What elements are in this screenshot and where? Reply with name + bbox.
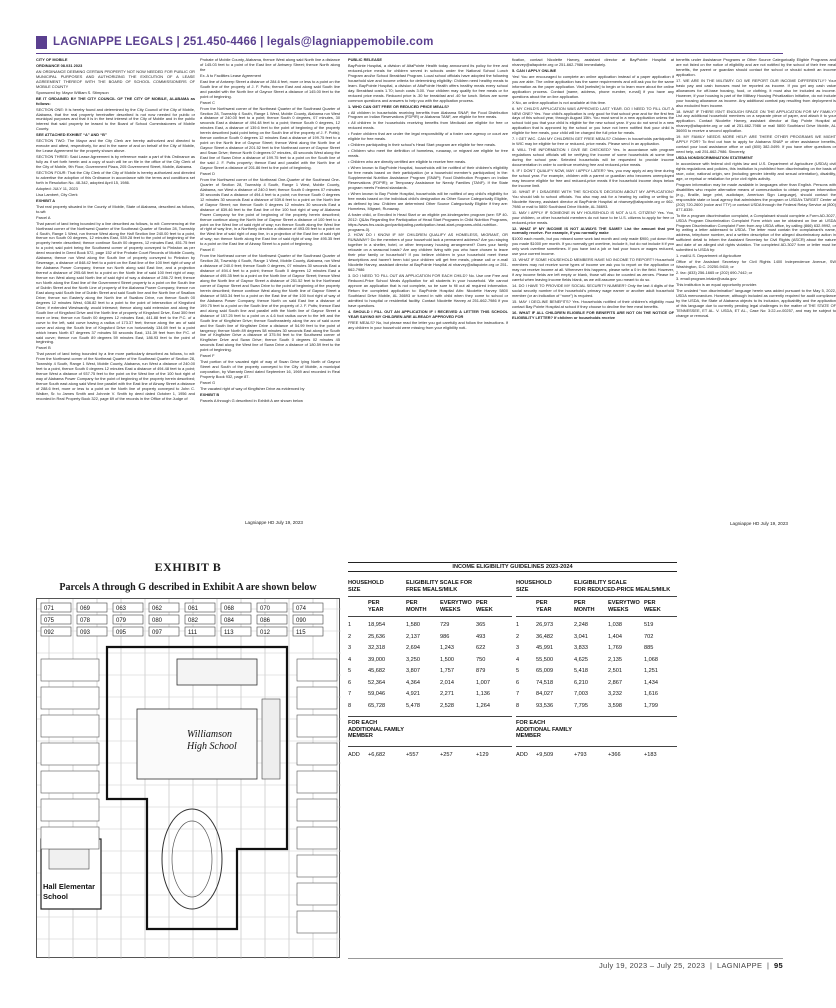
table-cell: 1 [516, 622, 520, 628]
table-cell: 3,807 [406, 668, 420, 674]
paragraph: Parcel E [200, 247, 215, 253]
table-cell: 2,248 [574, 622, 588, 628]
paragraph: • Foster children that are under the legal responsibility of a foster care agency or court are eligible for free meals. [348, 131, 508, 142]
paragraph: 13. WHAT IF SOME HOUSEHOLD MEMBERS HAVE NO INCOME TO REPORT? Household members may not receive some types of income we ask you to report on the application or may not receive income at all. Whenever this happens, please write a 0 in the field. However, if any income fields are left empty or blank, those will also be counted as zeroes. Please be careful when leaving income fields blank, as we will assume you meant to do so. [512, 257, 674, 283]
additional-member-cell: +183 [644, 752, 657, 758]
paragraph: 2. fax: (833) 256-1665 or (202) 690-7442; or [676, 270, 753, 276]
table-cell: 2 [516, 633, 520, 640]
paragraph: BayPointe Hospital, a division of AltaPointe Health today announced its policy for free and reduced-price meals for children served in schools under the National School Lunch Program and/or School Breakfast Program. Local school officials have adopted the following household size and income criteria for determining eligibility: Children need healthy meals to learn. BayPointe Hospital, a division of AltaPointe Health offers healthy meals every school day. Breakfast costs 1.70; lunch costs 3.00. Your children may qualify for free meals or for reduced price meals. Reduced price is .30 for breakfast and .40 for lunch. Below are some common questions and answers to help you with the application process. [348, 62, 508, 103]
table-cell: 750 [476, 656, 486, 663]
field-area [262, 699, 280, 779]
lot-number: 086 [260, 618, 271, 624]
lot-parcel [41, 799, 99, 821]
table-cell: 1,243 [440, 645, 454, 651]
paragraph: 3. DO I NEED TO FILL OUT AN APPLICATION FOR EACH CHILD? No. Use one Free and Reduced-Price School Meals Application for all students in your household. We cannot approve an application that is not complete, so be sure to fill out all required information. Return the completed application to: BayPointe Hospital Attn: Nicolette Harvey 5800 Southland Drive Mobile, AL 36693 or turned in with child when they come to school or admitted to hospital or residential facility. Contact Nicolette Harvey at 251-662-7986 if you have questions. [348, 273, 508, 308]
table-cell: 1,007 [476, 679, 490, 686]
issue-dates: July 19, 2023 – July 25, 2023 [598, 961, 706, 970]
paragraph: SEE ATTACHED EXHIBIT “A” AND “B” [36, 132, 107, 138]
paragraph: In accordance with federal civil rights law and U.S. Department of Agriculture (USDA) civil rights regulations and policies, this institution is prohibited from discriminating on the basis of race, color, national origin, sex (including gender identity and sexual orientation), disability, age, or reprisal or retaliation for prior civil rights activity. [676, 161, 836, 181]
table-cell: 1,038 [608, 622, 622, 628]
lot-number: 113 [224, 630, 234, 636]
table-cell: 3,041 [574, 633, 588, 640]
additional-member-cell: +257 [440, 752, 453, 758]
section-header: LAGNIAPPE LEGALS | 251.450-4466 | legals@lagniappemobile.com [53, 36, 434, 48]
table-cell: 702 [644, 633, 654, 640]
school-label: High School [187, 741, 237, 752]
building-footprint [177, 659, 257, 685]
household-size-header: HOUSEHOLD SIZE [516, 580, 552, 593]
paragraph: 8. WILL THE INFORMATION I GIVE BE CHECKED? Yes. In accordance with program regulations school officials will be verifying the income of some households at some time during the school year. Selected households will be requested to provide income documentation in order to continue receiving free and reduced-price meals. [512, 147, 674, 168]
track-oval [172, 821, 212, 897]
lot-number: 071 [44, 606, 55, 612]
table-cell: 493 [476, 633, 486, 640]
table-cell: 8 [516, 702, 520, 709]
table-cell: 3 [516, 645, 520, 651]
paragraph: 4. SHOULD I FILL OUT AN APPLICATION IF I RECEIVED A LETTER THIS SCHOOL YEAR SAYING MY CHILDREN ARE ALREADY APPROVED FOR [348, 308, 508, 319]
table-cell: 2 [348, 633, 352, 640]
paragraph: • When known to Bay Pointe Hospital, households will be notified of any child’s eligibility for free meals based on the individual child’s designation as Other Source Categorically Eligible, as defined by law. Children are determined Other Source Categorically Eligible if they are: Homeless, Migrant, Runaway. [348, 190, 508, 211]
paragraph: This institution is an equal opportunity provider. [676, 281, 758, 287]
parcel-map-drawing [37, 599, 341, 959]
additional-member-cell: +9,509 [536, 752, 554, 758]
table-cell: 3,250 [406, 656, 420, 663]
additional-member-cell: +793 [574, 752, 587, 758]
paragraph: Sponsored by: Mayor William S. Stimpson [36, 89, 109, 95]
lot-number: 111 [188, 630, 198, 636]
table-cell: 519 [644, 622, 654, 628]
column-header: PER MONTH [406, 600, 427, 613]
table-cell: 879 [476, 668, 486, 674]
additional-member-label: FOR EACH ADDITIONAL FAMILY MEMBER [348, 720, 404, 740]
income-table-title: INCOME ELIGIBILITY GUIDELINES 2023-2024 [348, 562, 677, 572]
free-meals-table [348, 574, 512, 934]
paragraph: Parcel G [200, 380, 216, 386]
lot-parcel [297, 799, 337, 821]
table-cell: 55,500 [536, 656, 554, 663]
ordinance-column-2 [200, 58, 340, 520]
paragraph: • All children in households receiving benefits from Alabama SNAP, the Food Distribution Program on Indian Reservations (FDPIR) or Alabama TANF, are eligible for free meals. [348, 109, 508, 120]
lot-number: 070 [260, 606, 271, 612]
paragraph: 12. WHAT IF MY INCOME IS NOT ALWAYS THE SAME? List the amount that you normally receive. For example, if you normally make [512, 225, 674, 236]
table-cell: 2,528 [440, 702, 454, 709]
lot-parcel [297, 911, 337, 933]
table-cell: 5 [516, 668, 520, 674]
column-header: PER WEEK [644, 600, 661, 613]
table-rule [516, 716, 677, 717]
table-cell: 74,518 [536, 679, 554, 686]
paragraph: 19. MY FAMILY NEEDS MORE HELP. ARE THERE OTHER PROGRAMS WE MIGHT APPLY FOR? To find out how to apply for Alabama SNAP or other assistance benefits, contact your local assistance office or call (800) 382-0499. If you have other questions or need help, call 251-662-7986. Sincerely, [676, 134, 836, 155]
paragraph: A foster child, or Enrolled in Head Start or an eligible pre-kindergarten program (see: SP 40-2012: Q&As Regarding the Participation of Head Start Programs in Child Nutrition Programs, https://www.fns.usda.gov/participating-participation-head-start-programs-child-nutrition-programs-0). [348, 211, 508, 232]
paragraph: USDA NONDISCRIMINATION STATEMENT [676, 155, 754, 161]
table-cell: 4 [516, 656, 520, 663]
table-cell: 39,000 [368, 656, 386, 663]
reduced-price-table [516, 574, 677, 934]
table-cell: 3,833 [574, 645, 588, 651]
lot-number: 063 [116, 606, 127, 612]
table-cell: 45,991 [536, 645, 554, 651]
paragraph: • All children in the households receiving benefits from Medicaid are eligible for free or reduced meals. [348, 120, 508, 131]
header-divider [36, 53, 783, 54]
paragraph: To file a program discrimination complaint, a Complainant should complete a Form AD-3027, USDA Program Discrimination Complaint Form which can be obtained on line at: USDA Program Discrimination Complaint Form from any USDA office, by calling (866) 632-9992, or by writing a letter addressed to USDA. The letter must contain the complainant’s name, address, telephone number, and a written description of the alleged discriminatory action in sufficient detail to inform the Assistant Secretary for Civil Rights (ASCR) about the nature and date of an alleged civil rights violation. The completed AD-3027 form or letter must be submitted to USDA by: [676, 212, 836, 253]
paragraph: Lisa Lambert, City Clerk [36, 191, 78, 197]
lot-number: 075 [44, 618, 55, 624]
table-cell: 26,973 [536, 622, 554, 628]
table-cell: 3,232 [608, 691, 622, 697]
table-cell: 1,769 [608, 645, 622, 651]
brand-name: LAGNIAPPE [717, 961, 763, 970]
paragraph: 5. CAN I APPLY ONLINE [512, 67, 557, 73]
paragraph: Ex. A to Facilities Lease Agreement [200, 72, 261, 78]
table-cell: 65,728 [368, 702, 386, 709]
table-cell: 8 [348, 702, 352, 709]
table-rule [348, 596, 512, 597]
additional-member-label: FOR EACH ADDITIONAL FAMILY MEMBER [516, 720, 572, 740]
paragraph: 2. HOW DO I KNOW IF MY CHILDREN QUALIFY AS HOMELESS, MIGRANT, OR RUNAWAY? Do the members of your household lack a permanent address? Are you staying together in a shelter, hotel, or other temporary housing arrangement? Does your family relocate on a seasonal basis? Are any children living with you who have chosen to leave their prior family or household? If you believe children in your household meet these descriptions and haven’t been told your children will get free meals, please call or e-mail Nicolette Harvey, assistant director at BayPointe Hospital at nharvey@altapointe.org or 251-662-7986 [348, 232, 508, 273]
paragraph: • Children who are directly certified are eligible to receive free meals. [348, 159, 467, 165]
additional-member-cell: +129 [476, 752, 489, 758]
table-cell: 729 [440, 622, 450, 628]
elementary-label: School [43, 892, 69, 901]
table-cell: 1,580 [406, 622, 420, 628]
page-footer: July 19, 2023 – July 25, 2023 | LAGNIAPPE | 95 [598, 961, 783, 970]
lot-number: 084 [224, 618, 235, 624]
elementary-label: Hall Elementar [43, 882, 96, 891]
section-mark-icon [36, 36, 47, 49]
paragraph: EXHIBIT A [36, 197, 56, 203]
table-cell: 1,404 [608, 633, 622, 640]
lot-parcel [41, 827, 99, 849]
footer-divider [348, 958, 783, 959]
exhibit-subtitle: Parcels A through G described in Exhibit A are shown below [59, 582, 317, 593]
table-cell: 59,046 [368, 691, 386, 697]
paragraph: ORDINANCE 08.031 2023 [36, 62, 83, 68]
public-release-column-1 [348, 58, 508, 563]
paragraph: That real property situated in the County of Mobile, State of Alabama, described as follows, to-wit: [36, 203, 195, 214]
page-number: 95 [774, 961, 783, 970]
publication-stamp-left: Lagniappe HD July 19, 2023 [245, 520, 303, 525]
table-cell: 1 [348, 622, 352, 628]
table-cell: 1,434 [644, 679, 658, 686]
lot-number: 093 [80, 630, 91, 636]
paragraph: 11. MAY I APPLY IF SOMEONE IN MY HOUSEHOLD IS NOT A U.S. CITIZEN? Yes. You, your children, or other household members do not have to be U.S. citizens to apply for free or reduced-price meals. [512, 209, 674, 225]
table-cell: 6 [348, 679, 352, 686]
lot-number: 090 [296, 618, 307, 624]
paragraph: BE IT ORDAINED BY THE CITY COUNCIL OF THE CITY OF MOBILE, ALABAMA as follows: [36, 95, 195, 106]
table-cell: 4,364 [406, 679, 420, 686]
lot-parcel [297, 883, 337, 905]
paragraph: Parcels A through G described in Exhibit A are shown below [200, 397, 303, 403]
lot-number: 080 [152, 618, 163, 624]
public-release-column-2 [512, 58, 674, 563]
table-cell: 5,478 [406, 702, 420, 709]
paragraph: Parcel B [36, 345, 51, 351]
table-cell: 4,625 [574, 656, 588, 663]
paragraph: CITY OF MOBILE [36, 57, 68, 62]
paragraph: 9. IF I DON’T QUALIFY NOW, MAY I APPLY LATER? Yes, you may apply at any time during the school year. For example, children with a parent or guardian who becomes unemployed may become eligible for free and reduced-price meals if the household income drops below the income limit. [512, 168, 674, 188]
column-header: PER YEAR [368, 600, 384, 613]
paragraph: 15. MAY I DECLINE BENEFITS? Yes. Households notified of their children’s eligibility must contact Bay Pointe Hospital at school if they choose to decline the free meal benefits. [512, 298, 674, 309]
table-cell: 1,757 [440, 668, 454, 674]
paragraph: Parcel A [36, 214, 51, 220]
paragraph: SECTION ONE: It is hereby found and determined by the City Council of the City of Mobile, Alabama, that the real property hereinafter described is not now needed for public or municipal purposes and that it is in the best interest of the City of Mobile and in the public interest that said property be leased to the Board of School Commissioners of Mobile County. [36, 106, 195, 132]
paragraph: 16. WHAT IF ALL CHILDREN ELIGIBLE FOR BENEFITS ARE NOT ON THE NOTICE OF ELIGIBILITY LETTER? If children or households receive [512, 309, 674, 320]
paragraph: From the Northeast corner of the Northwest Quarter of the Southeast Quarter of Section 28, Township 4 South, Range 1 West, Mobile County, Alabama, run West a distance of 240.0 feet; thence South 0 degrees, 07 minutes 30 seconds East a distance of 494.4 feet to a point; thence South 0 degrees 12 minutes East a distance of 495.35 feet to a point on the North line of Gaynor Street; thence West along the North line of Gaynor Street a distance of 251.52 feet to the Northeast corner of Gaynor Street and Swan Drive to the point of beginning of the property herein described; thence continue West along the North line of Gaynor Street a distance of 583.34 feet to a point on the East line of the 100 foot right of way of the Alabama Power Company; thence North on said East line a distance of 199.75 feet to a point on the South line of the property of J. F. Potts; thence East and along said South line and parallel with the North line of Gaynor Street a distance of 157.25 feet to a point on a 4-6 foot radius curve to the left and the South line of Kingfisher Drive; thence Southeasterly along the arc of said curve and the South line of Kingfisher Drive a distance of 54.99 feet to the point of tangency; thence North 89 degrees 58 minutes 30 seconds East along the South line of Kingfisher Drive a distance of 375.94 feet to the Southwest corner of Kingfisher Drive and Swan Drive; thence South 0 degrees 02 minutes 45 seconds East along the West line of Swan Drive a distance of 180.59 feet to the point of beginning. [200, 253, 340, 353]
lot-number: 092 [44, 630, 55, 636]
paragraph: AN ORDINANCE DEEMING CERTAIN PROPERTY NOT NOW NEEDED FOR PUBLIC OR MUNICIPAL PURPOSES AND AUTHORIZING THE EXECUTION OF A LEASE AGREEMENT THEREOF WITH THE BOARD OF SCHOOL COMMISSIONERS OF MOBILE COUNTY [36, 68, 195, 89]
table-cell: 2,694 [406, 645, 420, 651]
lot-number: 074 [296, 606, 307, 612]
lot-parcel [297, 715, 337, 737]
paragraph: X No, an online application is not available at this time. [512, 99, 607, 105]
table-cell: 3 [348, 645, 352, 651]
paragraph: SECTION TWO: The Mayor and the City Clerk are hereby authorized and directed to execute and attest, respectively, for and in the name of and on behalf of the City of Mobile, the Lease Agreement for the property shown above. [36, 138, 195, 154]
table-cell: 986 [440, 633, 450, 640]
table-cell: 84,027 [536, 691, 554, 697]
additional-member-cell: ADD [516, 752, 528, 758]
table-cell: 32,318 [368, 645, 386, 651]
table-cell: 36,482 [536, 633, 554, 640]
lot-parcel [297, 827, 337, 849]
masthead [36, 34, 434, 50]
lot-parcel [41, 715, 99, 737]
table-cell: 4 [348, 656, 352, 663]
scale-header: ELIGIBILITY SCALE FOR FREE MEALS/MILK [406, 580, 473, 593]
additional-member-cell: +6,682 [368, 752, 386, 758]
lot-number: 097 [152, 630, 163, 636]
table-cell: 25,636 [368, 633, 386, 640]
paragraph: Adopted: JULY 11, 2023 [36, 185, 78, 191]
lot-parcel [41, 771, 99, 793]
lot-parcel [41, 743, 99, 765]
paragraph: $1000 each month, but you missed some work last month and only made $900, put down that you made $1000 per month. If you normally get overtime, include it, but do not include it if you only work overtime sometimes. If you have lost a job or had your hours or wages reduced, use your current income. [512, 236, 674, 257]
table-cell: 52,364 [368, 679, 386, 686]
lot-parcel [297, 771, 337, 793]
lot-parcel [41, 659, 99, 681]
paragraph: 18. WHAT IF THERE ISN’T ENOUGH SPACE ON THE APPLICATION FOR MY FAMILY? List any additional household members on a separate piece of paper, and attach it to your application. Contact Nicolette Harvey, assistant director at Bay Pointe Hospital at nharvey@altapointe.org or call at 251-662-7986 or mail 5800 Southland Drive Mobile, AL 36693 to receive a second application. [676, 108, 836, 134]
lot-parcel [297, 743, 337, 765]
paragraph: From the Northwest corner of the Northeast Quarter of the Southeast Quarter of Section 28, Township 4 South, Range 1 West, Mobile County, Alabama run West a distance of 240.00 feet to a point; thence South 0 degrees, 07 minutes, 30 seconds East a distance of 494.48 feet to a point; thence South 0 degrees, 12 minutes East, a distance of 139.6 feet to the point of beginning of the property herein described (said point being on the South line of the property of J. F. Potts); thence continue South 0 degrees 12 minutes East a distance of 199.75 feet to a point on the North line of Gaynor Street; thence West along the North line of Gaynor Street a distance of 201.52 feet to the Northeast corner of Gaynor Street and Swan Drive; thence North 0 degrees 07 minutes, 45 seconds West along the East line of Swan Drive a distance of 199.75 feet to a point on the South line of the said J. F. Potts property; thence East and parallel with the North line of Gaynor Street a distance of 201.86 feet to the point of beginning. [200, 105, 340, 171]
building-footprint [49, 849, 89, 869]
table-rule [348, 616, 512, 617]
paragraph: FREE MEALS? No, but please read the letter you got carefully and follow the instructions. If any children in your household were missing from your eligibility noti- [348, 319, 508, 330]
column-header: PER MONTH [574, 600, 595, 613]
paragraph: That parcel of land being bounded by a line more particularly described as follows, to wit: From the Northwest corner of the Northeast Quarter of the Southeast Quarter of Section 28, Township 4 South, Range 1 West, Mobile County, Alabama, run West a distance of 240.00 feet to a point, thence South 0 degrees 12 minutes East a distance of 494.48 feet to a point; thence West a distance of 937.75 feet to the point on the West line of the 100 foot right of way of Alabama Power Company for the point of beginning of the property herein described; thence South east along said West line parallel with the East line of Airway Street a distance of 288.6 feet, more or less to a point on the North line of property conveyed to John C. Walker, Sr. to James Smith and Johnnie V. Smith by deed dated October 1, 1956 and recorded in Real Property Book 322, page 69 of the records in the Office of the Judge of [36, 351, 195, 401]
table-cell: 365 [476, 622, 486, 628]
track-oval [162, 809, 222, 909]
lot-number: 069 [80, 606, 91, 612]
parcel-map [36, 598, 340, 958]
table-cell: 65,009 [536, 668, 554, 674]
lot-parcel [297, 659, 337, 681]
paragraph: Parcel C [200, 99, 215, 105]
table-cell: 5 [348, 668, 352, 674]
table-cell: 45,682 [368, 668, 386, 674]
scale-header: ELIGIBILITY SCALE FOR REDUCED-PRICE MEALS/MILK [574, 580, 671, 593]
table-cell: 885 [644, 645, 654, 651]
table-cell: 18,954 [368, 622, 386, 628]
table-cell: 2,137 [406, 633, 420, 640]
paragraph: benefits under Assistance Programs or Other Source Categorically Eligible Programs and are not listed on the notice of eligibility and are not notified by the school of their free meal benefits, the parent or guardian should contact the school or should submit an income application. [676, 57, 836, 77]
column-header: EVERYTWO WEEKS [440, 600, 472, 613]
column-header: EVERYTWO WEEKS [608, 600, 640, 613]
table-cell: 6,210 [574, 679, 588, 686]
table-cell: 622 [476, 645, 486, 651]
lot-number: 062 [152, 606, 163, 612]
table-cell: 7,795 [574, 702, 588, 709]
paragraph: 7. I GET WIC. CAN MY CHILDREN GET FREE MEALS? Children in households participating in WIC may be eligible for free or reduced- price meals. Please send in an application. [512, 136, 674, 147]
lot-number: 078 [80, 618, 91, 624]
paragraph: Program information may be made available in languages other than English. Persons with disabilities who require alternative means of communication to obtain program information (e.g., Braille, large print, audiotape, American Sign Language), should contact the responsible state or local agency that administers the program or USDA’s TARGET Center at (202) 720-2600 (voice and TTY) or contact USDA through the Federal Relay Service at (800) 877-8339. [676, 181, 836, 212]
paragraph: The vacated right of way of Kingfisher Drive as evidenced by [200, 386, 305, 391]
lot-number: 095 [116, 630, 127, 636]
paragraph: EXHIBIT B [200, 391, 220, 397]
table-cell: 7 [516, 691, 520, 697]
table-cell: 3,598 [608, 702, 622, 709]
table-cell: 2,271 [440, 691, 454, 697]
table-cell: 2,867 [608, 679, 622, 686]
paragraph: • Children who meet the definition of homeless, runaway, or migrant are eligible for free meals. [348, 148, 508, 159]
paragraph: From the Northwest corner of the Northeast One-Quarter of the Southeast One-Quarter of Section 28, Township 4 South, Range 1 West, Mobile County, Alabama, run West a distance of 240.0 feet; thence South 0 degrees 07 minutes 30 seconds East a distance of 494.4 feet to a point; run thence South 0 degrees 12 minutes 30 seconds East a distance of 539.6 feet to a point on the North line of Gaynor Street; run thence South 0 degrees 12 minutes 30 seconds East a distance of 839.46 feet to the East line of the 100 foot right of way of Alabama Power Company for the point of beginning of the property herein described; thence continue along the North line of Gaynor Street a distance of 100 feet to a point on the West line of said right of way; run thence South along the West line of right of way line, in a Northerly direction a distance of 493.05 feet to a point on the West line of said right of way line, in a projection of the East line of said right of way; run thence North along the East line of said right of way line 495.35 feet to a point on the East line of Airway Street to a point of beginning. [200, 176, 340, 247]
table-cell: 1,251 [644, 668, 658, 674]
additional-member-cell: +557 [406, 752, 419, 758]
table-cell: 1,500 [440, 656, 454, 663]
column-header: PER WEEK [476, 600, 493, 613]
table-cell: 2,501 [608, 668, 622, 674]
table-rule [348, 746, 512, 747]
paragraph: 3. email:program.intake@usda.gov [676, 276, 737, 282]
table-cell: 1,799 [644, 702, 658, 709]
paragraph: Probate of Mobile County, Alabama, thence West along said North line a distance of 145.03 feet to a point of the East line of Antwerp Street; thence North along the [200, 57, 340, 72]
paragraph: Office of the Assistant Secretary for Civil Rights 1400 Independence Avenue, SW Washington, D.C. 20250-9410; or [676, 259, 836, 270]
paragraph: • Children participating in their school’s Head Start program are eligible for free meals. [348, 142, 496, 148]
table-cell: 7,003 [574, 691, 588, 697]
paragraph: That parcel of land being bounded by a line described as follows, to wit: Commencing at the Northeast corner of the Northwest Quarter of the Southeast Quarter of Section 28, Township 4 South, Range 1 West, run thence West along the Half Section line 240.00 feet to a point, thence run South 00 degrees, 12 minutes East, 539.28 feet to the point of beginning of the property herein described; thence continue South 00 degrees, 12 minutes East, 451.75 feet to a point; said point being the Southwest corner of property conveyed to Pinkston as per deed recorded in Deed Book 572, page 152 of the Probate Court Records of Mobile County, Alabama; thence run West along the South line of property conveyed to Pinkston by Sewerage, a distance of 848.42 feet to a point on the East line of the 100 feet right of way of the Alabama Power Company; thence run North along said East line, and a projection thereof a distance of 295.68 feet to a point on the North line of said 100 feet right of way; thence run West along said North line of said right of way a distance of 286.72 feet; thence run North along the East line of the Government Street property to a point on the South line of Dublin Street and the North Line of property of the Alabama Power Company; thence run East along said South line of Dublin Street and said South line and the North line of Swallow Drive; thence run Easterly along the North line of Swallow Drive, run thence South 00 degrees 12 minutes West, 636.82 feet to a point to the point of intersection of Kingsford Drive; if extended Westwardly, would intersect; thence along said extension and along the South line of Kingsford Drive and the North line of property of Kingsford Drive, East 300 feet more or less; thence run South 00 degrees 12 minutes East, 441.88 feet to the P.C. of a curve to the left, said curve having a radius of 173.37 feet; thence along the arc of said curve and along the South line of Kingsford Drive run horizontally 134.69 feet to a point which bears North 67 degrees 37 minutes 50 seconds East, 131.39 feet from the P.C. of said curve; thence run South 89 degrees 59 minutes East, 186.93 feet to the point of beginning. [36, 220, 195, 345]
paragraph: 10. WHAT IF I DISAGREE WITH THE SCHOOL’S DECISION ABOUT MY APPLICATION? You should talk to school officials. You also may ask for a hearing by calling or writing to: Nicolette Harvey, assistant director at BayPointe Hospital at nharvey@altapointe.org or 662-7986 or mail to 5800 Southland Drive Mobile, AL 36693. [512, 188, 674, 209]
school-parcel-boundary [107, 647, 287, 929]
paragraph: The undated “non discrimination” language herein was added pursuant to the May 5, 2022, USDA memorandum. However, although included as currently required for audit compliance by the USDA, the State of Alabama objects to its inclusion, applicability and the application of this language due to currently pending legal challenges in the matter of THE STATE OF TENNESSEE, ET AL. V. USDA, ET AL., Case No: 3:22-cv-00257, and may be subject to change or removal. [676, 287, 836, 318]
table-cell: 1,264 [476, 702, 490, 709]
lot-number: 061 [188, 606, 199, 612]
lot-number: 079 [116, 618, 127, 624]
paragraph: • When known to BayPointe Hospital, households will be notified of their children’s eligibility for free meals based on their participation (or a household member’s participation) in the: Supplemental Nutrition Assistance Program (SNAP); Food Distribution Program on Indian Reservations (FDPIR); or Temporary Assistance for Needy Families (TANF). If the State program meets Federal standards. [348, 165, 508, 190]
public-release-column-3 [676, 58, 836, 563]
paragraph: SECTION FOUR: That the City Clerk of the City of Mobile is hereby authorized and directed to advertise the adoption of this Ordinance in accordance with the terms and conditions set forth in Resolution No. 48-342, adopted April 15, 1986. [36, 170, 195, 185]
table-rule [516, 616, 677, 617]
lot-number: 082 [188, 618, 199, 624]
table-cell: 93,536 [536, 702, 554, 709]
lot-number: 012 [260, 630, 271, 636]
table-cell: 2,014 [440, 679, 454, 686]
publication-stamp-right: Lagniappe HD July 19, 2023 [730, 521, 788, 526]
paragraph: Yes! You are encouraged to complete an online application instead of a paper application if you are able. The online application has the same requirements and will ask you for the same information as the paper application. Visit [website] to begin or to learn more about the online application process. Contact [name, address, phone number, e-mail] if you have any questions about the on line application. [512, 73, 674, 99]
table-cell: 1,136 [476, 691, 490, 697]
paragraph: fication, contact Nicolette Harvey, assistant director at BayPointe Hospital at nharvey@altapointe.org or 251-662-7986 immediately. [512, 57, 674, 67]
table-cell: 4,921 [406, 691, 420, 697]
school-label: Williamson [187, 729, 233, 740]
paragraph: Parcel F [200, 353, 215, 359]
paragraph: That portion of the vacated right of way of Swan Drive lying North of Gaynor Street and South of the property conveyed to the City of Mobile, a municipal corporation, by Warranty Deed dated September 16, 1969 and recorded in Real Property Book 932, page 87. [200, 359, 340, 380]
column-header: PER YEAR [536, 600, 552, 613]
table-cell: 1,068 [644, 656, 658, 663]
table-rule [348, 716, 512, 717]
table-cell: 6 [516, 679, 520, 686]
paragraph: East line of Antwerp Street a distance of 284.6 feet, more or less to a point on the South line of the property of J. F. Potts; thence East and along said South line and parallel with the North line of Gaynor Street a distance of 145.00 feet to the point of beginning. [200, 78, 340, 99]
lot-number: 115 [296, 630, 306, 636]
paragraph: 17. WE ARE IN THE MILITARY. DO WE REPORT OUR INCOME DIFFERENTLY? Your basic pay and cash bonuses must be reported as income. If you get any cash value allowances for off-base housing, food, or clothing, it must also be included as income. However, if your housing is part of the Military Housing Privatization Initiative, do not include your housing allowance as income. Any additional combat pay resulting from deployment is also excluded from income. [676, 77, 836, 108]
lot-parcel [297, 687, 337, 709]
table-cell: 2,135 [608, 656, 622, 663]
additional-member-cell: +366 [608, 752, 621, 758]
table-cell: 5,418 [574, 668, 588, 674]
additional-member-cell: ADD [348, 752, 360, 758]
paragraph: 6. MY CHILD’S APPLICATION WAS APPROVED LAST YEAR. DO I NEED TO FILL OUT A NEW ONE? Yes. Your child’s application is only good for that school year and for the first few days of this school year, through August 15th. You must send in a new application unless the school told you that your child is eligible for the new school year. If you do not send in a new application that is approved by the school or you have not been notified that your child is eligible for free meals, your child will be charged the full price for meals. [512, 105, 674, 136]
lot-parcel [297, 855, 337, 877]
paragraph: 1. WHO CAN GET FREE OR REDUCED PRICE MEALS? [348, 103, 450, 109]
paragraph: Parcel D [200, 170, 215, 176]
exhibit-title: EXHIBIT B [154, 560, 222, 574]
table-rule [516, 596, 677, 597]
paragraph: 1. mail:U.S. Department of Agriculture [676, 253, 742, 259]
paragraph: PUBLIC RELEASE [348, 57, 382, 62]
paragraph: SECTION THREE: Said Lease Agreement is by reference made a part of this Ordinance as fully as if set forth herein and a copy of such will be on file in the office of the City Clerk of the City of Mobile, 9th Floor, Government Plaza, 205 Government Street, Mobile, Alabama. [36, 154, 195, 170]
ordinance-column-1 [36, 58, 195, 528]
household-size-header: HOUSEHOLD SIZE [348, 580, 384, 593]
table-cell: 7 [348, 691, 352, 697]
table-rule [516, 746, 677, 747]
paragraph: 14. DO I HAVE TO PROVIDE MY SOCIAL SECURITY NUMBER? Only the last 4 digits of the social security number of the household’s primary wage earner or another adult household member (or an indication of “none”) is required. [512, 282, 674, 298]
table-cell: 1,616 [644, 691, 658, 697]
lot-parcel [41, 687, 99, 709]
lot-number: 068 [224, 606, 235, 612]
